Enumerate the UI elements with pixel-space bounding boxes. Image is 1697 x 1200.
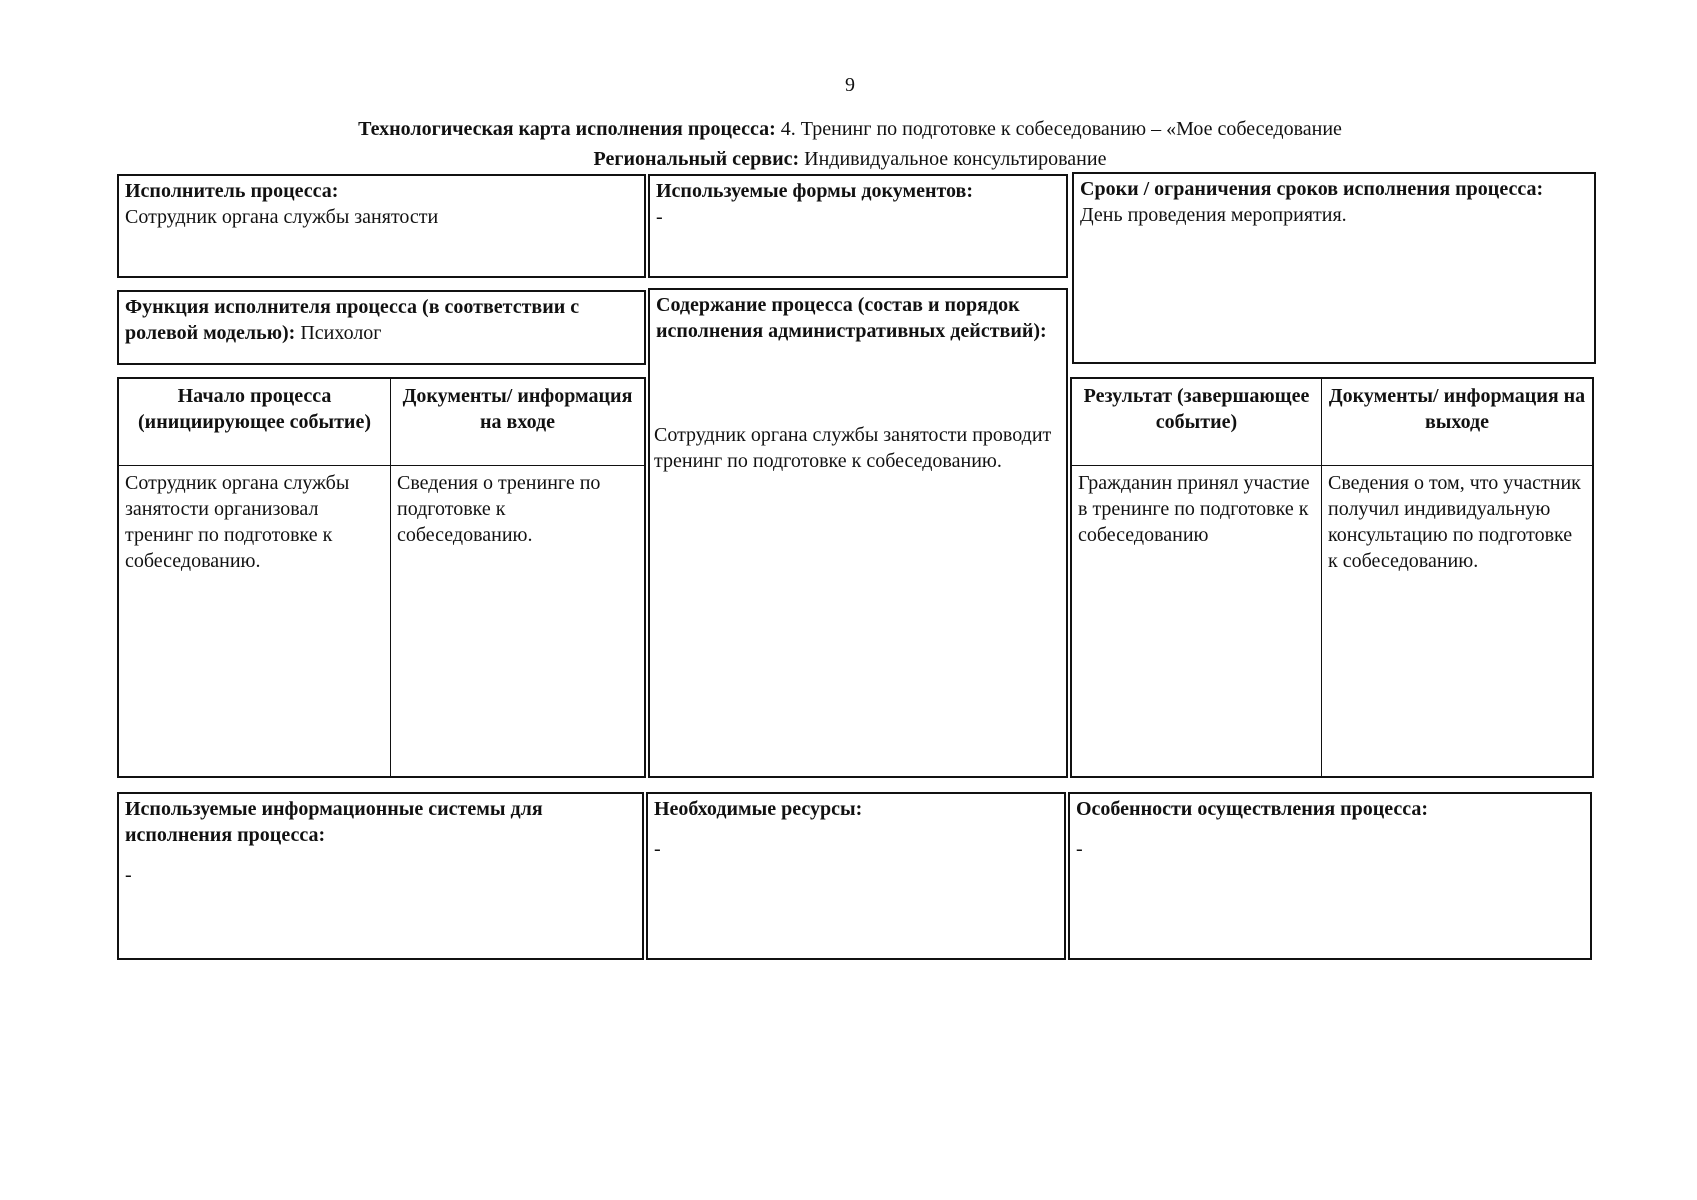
executor-value: Сотрудник органа службы занятости: [125, 206, 439, 228]
forms-value: -: [656, 206, 663, 228]
function-value: Психолог: [300, 322, 382, 344]
content-value: Сотрудник органа службы занятости проводит тренинг по подготовке к собеседованию.: [654, 424, 1052, 472]
result-header: Результат (завершающее событие): [1072, 379, 1322, 466]
title-label: Технологическая карта исполнения процесса:: [358, 118, 776, 140]
deadlines-box: [1072, 172, 1596, 364]
content-label: Содержание процесса (состав и порядок исполнения административных действий):: [656, 294, 1047, 342]
function-label: Функция исполнителя процесса (в соответствии с ролевой моделью):: [125, 296, 580, 344]
features-value: -: [1076, 838, 1083, 860]
process-content-box: [648, 288, 1068, 778]
regional-service: [100, 146, 1600, 172]
info-systems-box: [117, 792, 644, 960]
resources-box: [646, 792, 1066, 960]
executor-label: Исполнитель процесса:: [125, 180, 339, 202]
title-value: 4. Тренинг по подготовке к собеседованию – «Мое собеседование: [780, 118, 1342, 140]
start-table: [117, 377, 646, 778]
forms-label: Используемые формы документов:: [656, 180, 974, 202]
info-systems-value: -: [125, 864, 132, 886]
result-table: [1070, 377, 1594, 778]
resources-value: -: [654, 838, 661, 860]
features-box: [1068, 792, 1592, 960]
deadlines-label: Сроки / ограничения сроков исполнения процесса:: [1080, 178, 1544, 200]
page-number: 9: [845, 74, 855, 96]
forms-box: [648, 174, 1068, 278]
features-label: Особенности осуществления процесса:: [1076, 798, 1429, 820]
info-systems-label: Используемые информационные системы для исполнения процесса:: [125, 798, 543, 846]
input-docs-header: Документы/ информация на входе: [391, 379, 644, 466]
result-cell: Гражданин принял участие в тренинге по подготовке к собеседованию: [1072, 466, 1322, 776]
deadlines-value: День проведения мероприятия.: [1080, 204, 1347, 226]
start-cell: Сотрудник органа службы занятости организовал тренинг по подготовке к собеседованию.: [119, 466, 391, 776]
service-label: Региональный сервис:: [593, 148, 800, 170]
document-title: [100, 116, 1600, 142]
service-value: Индивидуальное консультирование: [804, 148, 1107, 170]
output-docs-cell: Сведения о том, что участник получил индивидуальную консультацию по подготовке к собеседованию.: [1328, 472, 1581, 572]
start-header: Начало процесса (инициирующее событие): [119, 379, 391, 466]
executor-box: [117, 174, 646, 278]
input-docs-cell: Сведения о тренинге по подготовке к собеседованию.: [397, 472, 601, 546]
function-box: [117, 290, 646, 365]
output-docs-header: Документы/ информация на выходе: [1322, 379, 1592, 466]
resources-label: Необходимые ресурсы:: [654, 798, 863, 820]
